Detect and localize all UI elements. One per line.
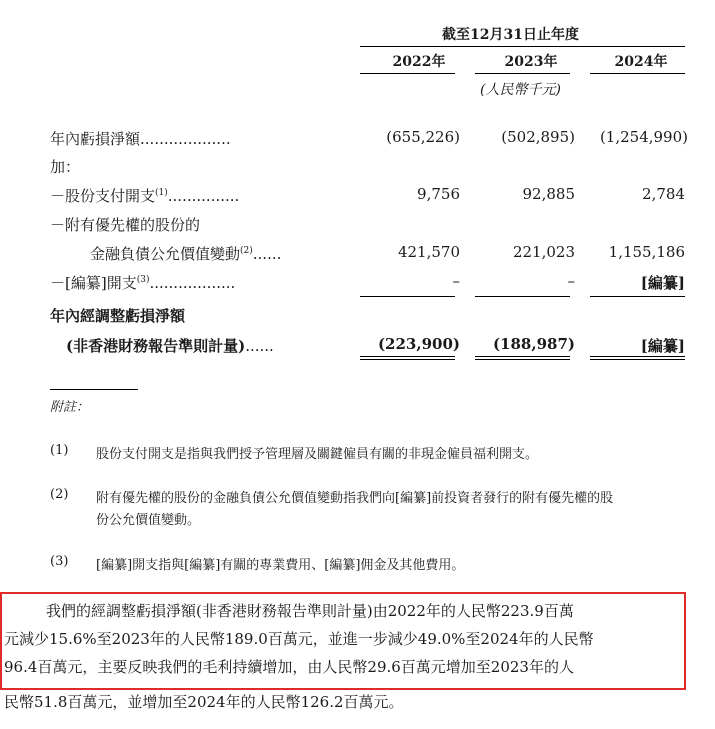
year-rule-2024 [590,73,685,74]
subtotal-rule-2022 [360,296,455,297]
year-2024: 2024年 [614,54,668,70]
note-1-text: 股份支付開支是指與我們授予管理層及關鍵僱員有關的非現金僱員福利開支。 [96,447,539,462]
row-adjusted-loss-2022: (223,900) [377,335,460,353]
paragraph-line-3: 96.4百萬元，主要反映我們的毛利持續增加，由人民幣29.6百萬元增加至2023年的人 [4,658,574,676]
note-2-text-line2: 份公允價值變動。 [96,513,201,528]
row-share-comp-2022: 9,756 [417,185,460,203]
header-rule [360,46,685,47]
row-listing-exp-2022: – [452,272,460,290]
row-listing-exp-2023: – [567,272,575,290]
year-rule-2023 [475,73,570,74]
row-net-loss-label: 年內虧損淨額................... [50,130,231,148]
year-2022: 2022年 [392,54,446,70]
row-share-comp-2024: 2,784 [642,185,685,203]
row-fair-value-2022: 421,570 [397,243,460,261]
total-double-rule-2024 [590,356,685,360]
row-adjusted-loss-2024: [編纂] [640,337,685,355]
year-rule-2022 [360,73,455,74]
paragraph-line-1: 我們的經調整虧損淨額(非香港財務報告準則計量)由2022年的人民幣223.9百萬 [46,602,574,620]
row-non-hkfrs-label: (非香港財務報告準則計量)...... [66,337,274,355]
row-share-comp-2023: 92,885 [522,185,575,203]
row-listing-exp-label: －[編纂]開支$^{(3)}$.................. [50,274,236,292]
row-net-loss-2022: (655,226) [386,128,460,146]
row-add-label: 加： [50,158,81,176]
paragraph-line-4: 民幣51.8百萬元，並增加至2024年的人民幣126.2百萬元。 [4,693,404,711]
unit-label: (人民幣千元) [480,82,561,98]
row-fair-value-label: 金融負債公允價值變動$^{(2)}$...... [90,245,282,263]
note-2-num: (2) [50,487,69,502]
row-adjusted-loss-label: 年內經調整虧損淨額 [50,307,186,325]
subtotal-rule-2023 [475,296,570,297]
note-3-text: [編纂]開支指與[編纂]有關的專業費用、[編纂]佣金及其他費用。 [96,558,465,573]
period-title: 截至12月31日止年度 [442,27,579,43]
total-double-rule-2022 [360,356,455,360]
subtotal-rule-2024 [590,296,685,297]
row-adjusted-loss-2023: (188,987) [492,335,575,353]
note-3-num: (3) [50,554,69,569]
year-2023: 2023年 [504,54,558,70]
note-1-num: (1) [50,443,69,458]
row-listing-exp-2024: [編纂] [640,274,685,292]
row-share-comp-label: －股份支付開支$^{(1)}$............... [50,187,240,205]
row-fair-value-2024: 1,155,186 [608,243,685,261]
row-net-loss-2024: (1,254,990) [599,128,688,146]
row-pref-shares-label: －附有優先權的股份的 [50,216,201,234]
row-net-loss-2023: (502,895) [501,128,575,146]
row-fair-value-2023: 221,023 [512,243,575,261]
note-2-text-line1: 附有優先權的股份的金融負債公允價值變動指我們向[編纂]前投資者發行的附有優先權的股 [96,491,614,506]
total-double-rule-2023 [475,356,570,360]
notes-heading: 附註： [50,400,90,415]
paragraph-line-2: 元減少15.6%至2023年的人民幣189.0百萬元，並進一步減少49.0%至2024年的人民幣 [4,630,594,648]
notes-rule [50,389,138,390]
